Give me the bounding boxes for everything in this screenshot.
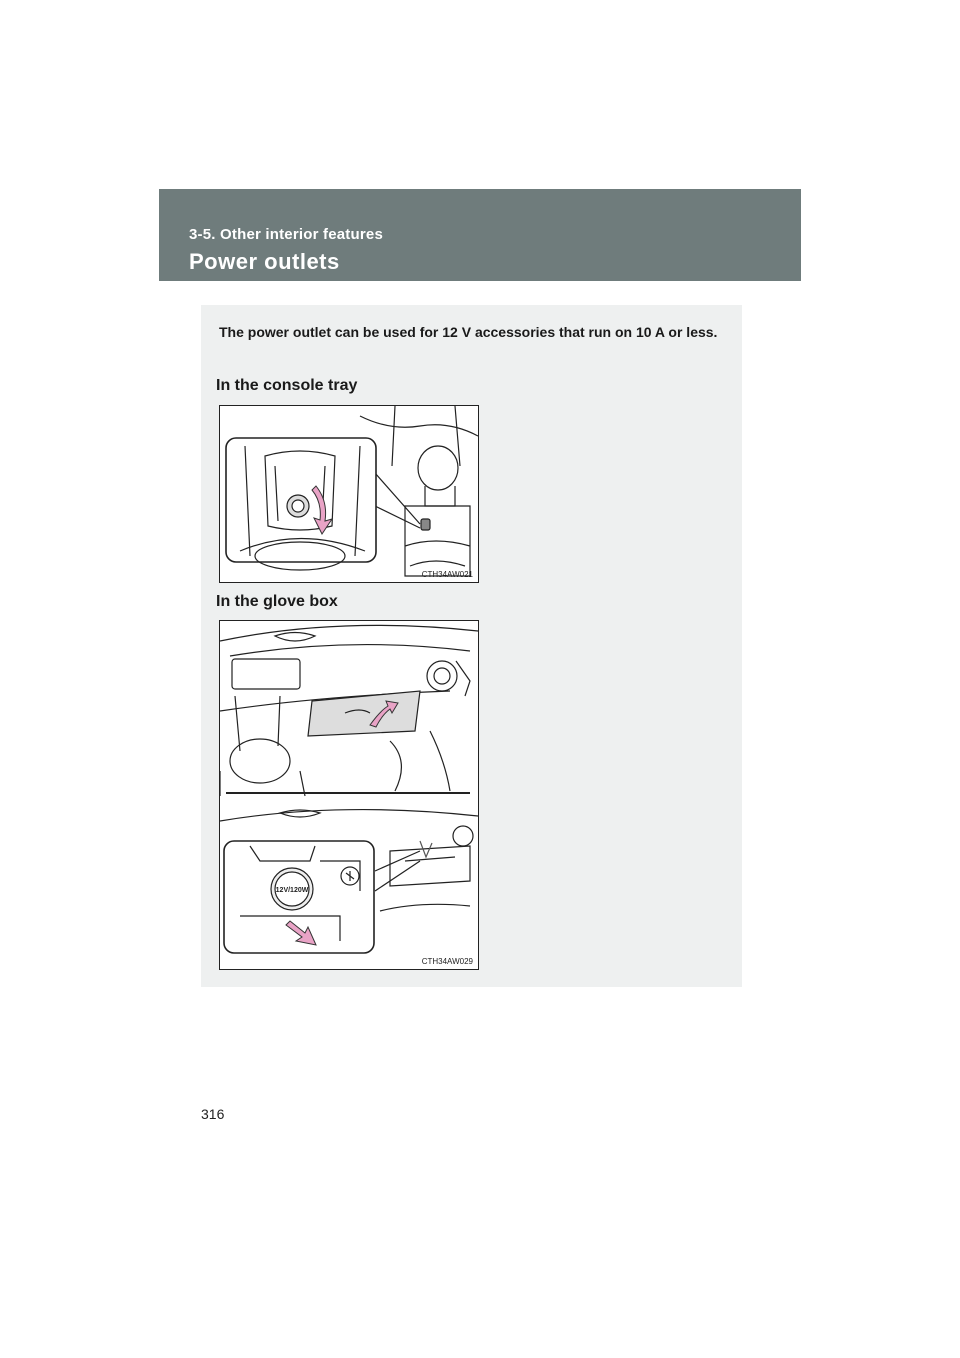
page-number: 316 [201, 1106, 225, 1122]
glove-box-illustration [219, 620, 479, 970]
figure-code: CTH34AW029 [421, 957, 473, 966]
heading-glove-box: In the glove box [216, 593, 338, 610]
page-header [159, 189, 801, 281]
figure-code: CTH34AW021 [421, 570, 473, 579]
intro-text: The power outlet can be used for 12 V accessories that run on 10 A or less. [219, 324, 718, 340]
content-box [201, 305, 742, 987]
page-title: Power outlets [189, 249, 340, 274]
section-label: 3-5. Other interior features [189, 226, 383, 243]
outlet-label: 12V/120W [275, 887, 309, 894]
console-tray-illustration [219, 405, 479, 583]
heading-console-tray: In the console tray [216, 377, 358, 394]
